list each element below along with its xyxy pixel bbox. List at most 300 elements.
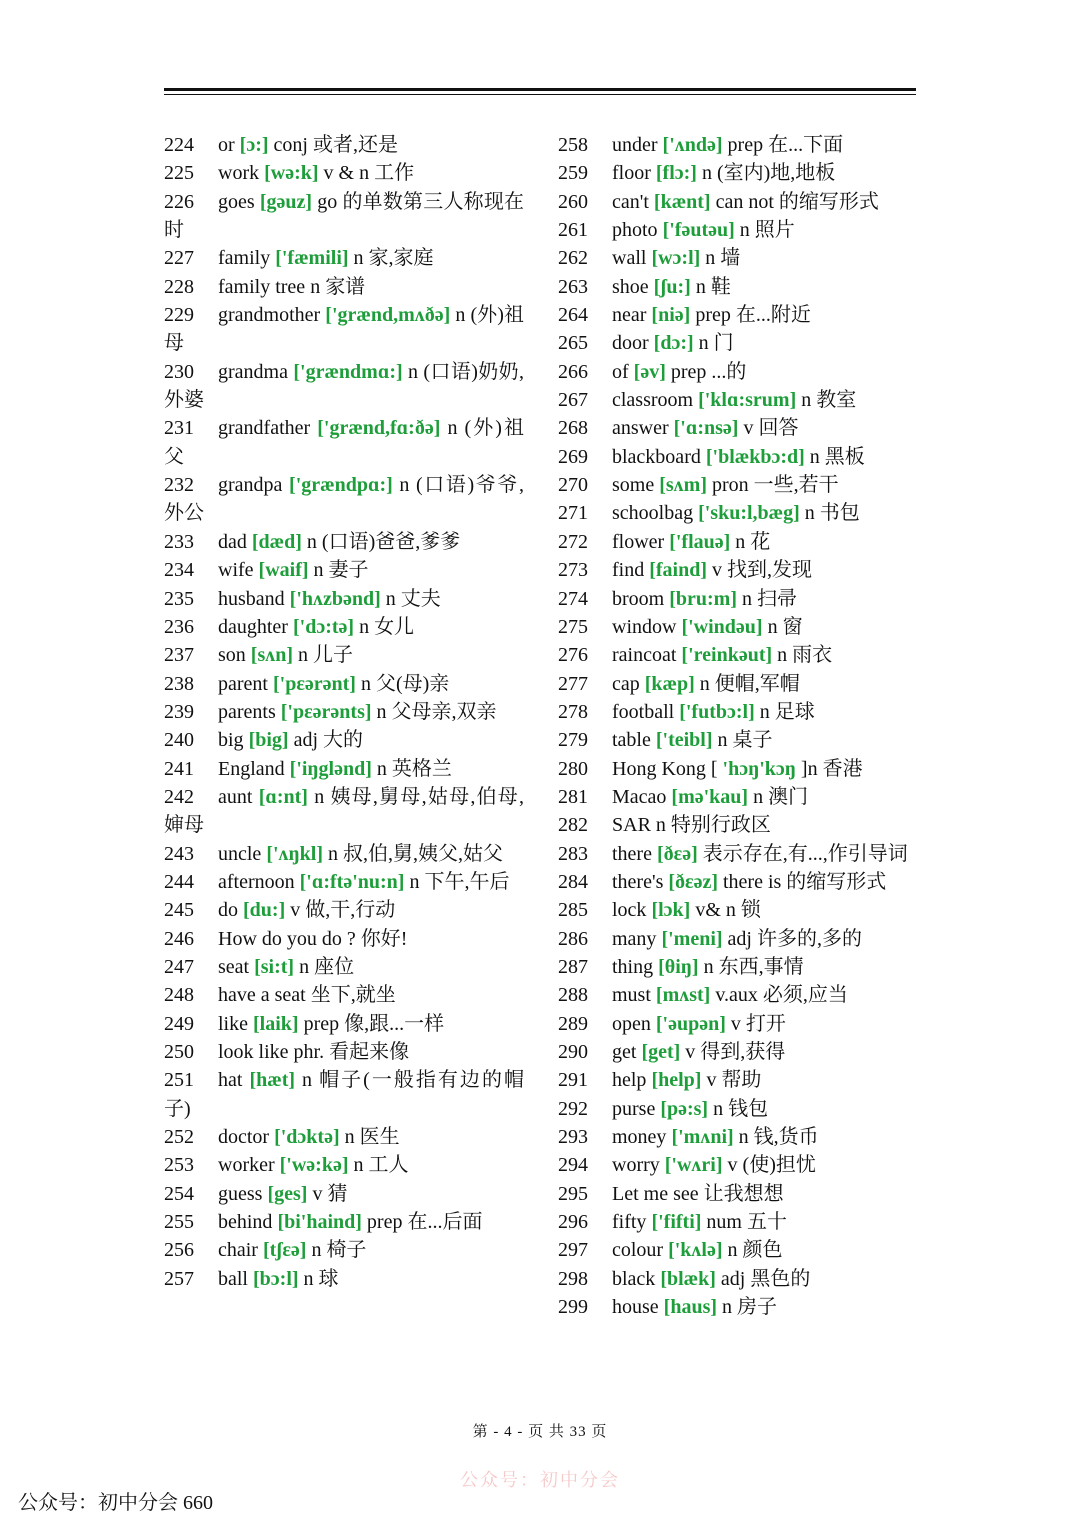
- entry-word: do: [218, 899, 238, 922]
- entry-definition: n 足球: [759, 700, 815, 723]
- entry-phonetic: ['mʌni]: [671, 1126, 734, 1149]
- entry-phonetic: [ɔ:]: [239, 134, 269, 156]
- vocab-entry: [558, 528, 918, 556]
- entry-phonetic: [əv]: [633, 360, 666, 383]
- entry-word: window: [612, 615, 677, 638]
- entry-number: 246: [164, 927, 194, 950]
- entry-word: SAR: [612, 814, 651, 837]
- watermark: 公众号：初中分会: [460, 1470, 620, 1490]
- vocab-entry: [558, 414, 918, 442]
- entry-phonetic: ['kʌlə]: [668, 1239, 723, 1262]
- entry-word: colour: [612, 1239, 664, 1262]
- vocab-entry: [558, 471, 918, 499]
- entry-number: 261: [558, 219, 588, 242]
- vocab-entry: [558, 188, 918, 216]
- entry-number: 232: [164, 474, 194, 497]
- entry-phonetic: [ðεə]: [656, 842, 698, 865]
- entry-number: 267: [558, 389, 588, 412]
- entry-phonetic: 'hɔŋ'kɔŋ: [722, 757, 796, 780]
- entry-word: black: [612, 1267, 656, 1290]
- entry-number: 234: [164, 559, 194, 582]
- entry-word: behind: [218, 1211, 273, 1234]
- entry-word: worker: [218, 1154, 275, 1177]
- entry-word: lock: [612, 899, 647, 922]
- vocab-entry: [558, 755, 918, 783]
- entry-phonetic: [pə:s]: [660, 1097, 709, 1120]
- account-label: 公众号：初中分会 660: [18, 1492, 213, 1514]
- entry-phonetic: [dæd]: [251, 530, 302, 553]
- entry-number: 258: [558, 134, 588, 156]
- vocab-entry: [558, 1265, 918, 1293]
- entry-definition: n 女儿: [359, 615, 415, 638]
- entry-definition: n 儿子: [298, 644, 354, 667]
- entry-number: 240: [164, 729, 194, 752]
- entry-number: 251: [164, 1069, 194, 1092]
- entry-phonetic: ['grænd,mʌðə]: [325, 304, 451, 327]
- entry-definition: there is 的缩写形式: [722, 870, 887, 893]
- entry-phonetic: [mə'kau]: [671, 785, 749, 808]
- entry-word: family: [218, 247, 271, 270]
- entry-phonetic: ['klɑ:srum]: [698, 389, 797, 412]
- entry-phonetic: ['dɔktə]: [274, 1126, 340, 1149]
- entry-definition: pron 一些,若干: [711, 474, 839, 497]
- entry-definition: n 英格兰: [376, 757, 452, 780]
- entry-phonetic: [wɔ:l]: [651, 247, 701, 270]
- entry-phonetic: ['blækbɔ:d]: [705, 445, 805, 468]
- entry-number: 292: [558, 1097, 588, 1120]
- entry-definition: adj 黑色的: [720, 1267, 811, 1290]
- vocab-entry: [558, 585, 918, 613]
- entry-word: have a seat: [218, 984, 306, 1007]
- vocab-entry: [164, 896, 524, 924]
- entry-phonetic: [hæt]: [249, 1069, 296, 1092]
- entry-word: thing: [612, 955, 654, 978]
- vocab-entry: [558, 301, 918, 329]
- entry-word: football: [612, 700, 675, 723]
- entry-phonetic: [ðεəz]: [668, 870, 718, 893]
- entry-definition: n 帽子(一般指有边的帽子): [164, 1069, 524, 1120]
- vocab-entry: [164, 585, 524, 613]
- entry-definition: n (外)祖母: [164, 304, 525, 355]
- entry-number: 242: [164, 785, 194, 808]
- entry-definition: go 的单数第三人称现在时: [164, 190, 525, 242]
- entry-phonetic: ['wʌri]: [664, 1154, 723, 1177]
- entry-word: find: [612, 559, 645, 582]
- entry-word: can't: [612, 190, 649, 213]
- entry-number: 226: [164, 190, 194, 213]
- vocab-entry: [558, 726, 918, 754]
- vocab-entry: [164, 1180, 524, 1208]
- entry-number: 260: [558, 190, 588, 213]
- entry-phonetic: [faind]: [649, 559, 708, 582]
- entry-definition: n 鞋: [695, 275, 731, 298]
- entry-phonetic: ['fəutəu]: [662, 219, 735, 242]
- entry-word: How do you do ?: [218, 927, 356, 950]
- entry-definition: v 做,干,行动: [290, 899, 396, 922]
- entry-number: 241: [164, 757, 194, 780]
- entry-number: 278: [558, 700, 588, 723]
- entry-number: 266: [558, 360, 588, 383]
- entry-definition: prep ...的: [670, 360, 747, 383]
- vocab-entry: [164, 159, 524, 187]
- entry-definition: n 座位: [299, 955, 355, 978]
- vocab-entry: [164, 1123, 524, 1151]
- entry-phonetic: ['reinkəut]: [681, 644, 773, 667]
- entry-phonetic: ['pεərənt]: [272, 672, 356, 695]
- entry-word: classroom: [612, 389, 694, 412]
- entry-word: worry: [612, 1154, 660, 1177]
- header-rule-thick: [164, 88, 916, 91]
- entry-phonetic: [lɔk]: [651, 899, 691, 922]
- vocab-entry: [558, 641, 918, 669]
- entry-word: like: [218, 1012, 248, 1035]
- entry-definition: n 雨衣: [777, 644, 833, 667]
- entry-definition: adj 许多的,多的: [727, 927, 862, 950]
- entry-word: floor: [612, 162, 651, 185]
- entry-number: 244: [164, 870, 194, 893]
- entry-definition: n 房子: [722, 1296, 778, 1319]
- entry-word: help: [612, 1069, 647, 1092]
- entry-phonetic: ['grænd,fɑ:ðə]: [317, 417, 441, 440]
- entry-phonetic: ['sku:l,bæg]: [698, 502, 800, 525]
- vocab-entry: [558, 1293, 918, 1321]
- entry-definition: v (使)担忧: [727, 1154, 816, 1177]
- entry-phonetic: ['flauə]: [669, 530, 731, 553]
- vocab-entry: [558, 1151, 918, 1179]
- entry-phonetic: ['fifti]: [651, 1211, 702, 1234]
- vocab-entry: [558, 698, 918, 726]
- entry-number: 294: [558, 1154, 588, 1177]
- vocab-entry: [558, 1236, 918, 1264]
- entry-number: 272: [558, 530, 588, 553]
- entry-word: flower: [612, 530, 665, 553]
- entry-definition: n 钱,货币: [738, 1126, 819, 1149]
- entry-number: 270: [558, 474, 588, 497]
- entry-definition: n 球: [303, 1267, 339, 1290]
- entry-word: purse: [612, 1097, 656, 1120]
- entry-word: table: [612, 729, 651, 752]
- entry-number: 233: [164, 530, 194, 553]
- entry-definition: n 父母亲,双亲: [376, 700, 497, 723]
- entry-number: 247: [164, 955, 194, 978]
- page-footer: 第 - 4 - 页 共 33 页: [472, 1424, 608, 1440]
- entry-definition: n 丈夫: [385, 587, 441, 610]
- entry-word: guess: [218, 1182, 263, 1205]
- entry-definition: n 黑板: [809, 445, 865, 468]
- entry-definition: n 桌子: [717, 729, 773, 752]
- entry-phonetic: [mʌst]: [655, 984, 711, 1007]
- entry-number: 293: [558, 1126, 588, 1149]
- entry-phonetic: [haus]: [663, 1296, 718, 1319]
- entry-word: big: [218, 729, 244, 752]
- entry-definition: n 家,家庭: [353, 247, 434, 270]
- entry-phonetic: [blæk]: [660, 1267, 716, 1290]
- entry-phonetic: ['pεərənts]: [280, 700, 372, 723]
- entry-word: aunt: [218, 785, 253, 808]
- entry-definition: n 家谱: [310, 275, 366, 298]
- entry-word: work: [218, 162, 260, 185]
- entry-definition: n 颜色: [727, 1239, 783, 1262]
- entry-definition: n (口语)爷爷,外公: [164, 474, 525, 525]
- entry-number: 239: [164, 700, 194, 723]
- entry-number: 263: [558, 275, 588, 298]
- entry-phonetic: ['ɑ:nsə]: [673, 417, 739, 440]
- entry-number: 230: [164, 360, 194, 383]
- vocab-entry: [164, 273, 524, 301]
- entry-word: daughter: [218, 615, 288, 638]
- vocab-entry: [558, 670, 918, 698]
- vocab-entry: [558, 1123, 918, 1151]
- vocab-entry: [164, 840, 524, 868]
- entry-word: parent: [218, 672, 268, 695]
- entry-word: look like: [218, 1041, 289, 1063]
- entry-phonetic: [bru:m]: [669, 587, 737, 610]
- entry-number: 276: [558, 644, 588, 667]
- entry-number: 229: [164, 304, 194, 327]
- vocab-entry: [164, 1010, 524, 1038]
- vocab-entry: [164, 1151, 524, 1179]
- entry-phonetic: [niə]: [651, 304, 691, 327]
- entry-definition: v 打开: [730, 1012, 786, 1035]
- vocab-entry: [558, 868, 918, 896]
- vocab-entry: [164, 783, 524, 840]
- entry-word: afternoon: [218, 870, 295, 893]
- entry-definition: n 叔,伯,舅,姨父,姑父: [328, 842, 503, 865]
- entry-definition: v.aux 必须,应当: [715, 984, 848, 1007]
- vocab-entry: [164, 868, 524, 896]
- entry-word: grandfather: [218, 417, 311, 440]
- entry-word: grandmother: [218, 304, 321, 327]
- entry-definition: 你好!: [360, 927, 408, 950]
- vocab-entry: [558, 443, 918, 471]
- entry-word: husband: [218, 587, 285, 610]
- vocab-entry: [558, 1010, 918, 1038]
- entry-phonetic: [tʃεə]: [262, 1239, 307, 1262]
- entry-definition: n (外)祖父: [164, 417, 524, 468]
- vocab-entry: [558, 811, 918, 839]
- entry-number: 291: [558, 1069, 588, 1092]
- entry-definition: n 门: [698, 332, 734, 355]
- entry-word: cap: [612, 672, 640, 695]
- vocab-entry: [558, 1208, 918, 1236]
- entry-phonetic: [gəuz]: [259, 190, 313, 213]
- entry-number: 245: [164, 899, 194, 922]
- vocab-entry: [558, 925, 918, 953]
- entry-definition: n 下午,午后: [409, 870, 510, 893]
- vocab-entry: [558, 840, 918, 868]
- entry-definition: prep 在...下面: [727, 134, 844, 156]
- vocab-entry: [164, 1066, 524, 1123]
- entry-number: 227: [164, 247, 194, 270]
- entry-word: dad: [218, 530, 247, 553]
- entry-word: get: [612, 1041, 637, 1063]
- entry-number: 289: [558, 1012, 588, 1035]
- entry-number: 254: [164, 1182, 194, 1205]
- entry-definition: n 墙: [705, 247, 741, 270]
- vocab-entry: [164, 1038, 524, 1066]
- entry-phonetic: [kæp]: [644, 672, 695, 695]
- entry-number: 228: [164, 275, 194, 298]
- entry-definition: n 书包: [804, 502, 860, 525]
- entry-number: 298: [558, 1267, 588, 1290]
- entry-phonetic: [waif]: [258, 559, 309, 582]
- entry-number: 275: [558, 615, 588, 638]
- entry-number: 273: [558, 559, 588, 582]
- entry-phonetic: [si:t]: [254, 955, 295, 978]
- entry-number: 255: [164, 1211, 194, 1234]
- entry-number: 283: [558, 842, 588, 865]
- entry-definition: n 教室: [801, 389, 857, 412]
- entry-word: ball: [218, 1267, 248, 1290]
- vocab-entry: [164, 981, 524, 1009]
- entry-word: money: [612, 1126, 667, 1149]
- entry-phonetic: ['windəu]: [681, 615, 763, 638]
- entry-phonetic: ['grændpɑ:]: [289, 474, 393, 497]
- vocab-entry: [164, 244, 524, 272]
- entry-phonetic: ['əupən]: [655, 1012, 726, 1035]
- entry-definition: n (室内)地,地板: [701, 162, 836, 185]
- entry-phonetic: [θiŋ]: [658, 955, 699, 978]
- vocab-entry: [558, 1038, 918, 1066]
- entry-phonetic: ['futbɔ:l]: [679, 700, 755, 723]
- header-rule-thin: [164, 94, 916, 95]
- vocab-entry: [164, 755, 524, 783]
- entry-number: 253: [164, 1154, 194, 1177]
- entry-number: 268: [558, 417, 588, 440]
- entry-number: 236: [164, 615, 194, 638]
- entry-phonetic: [get]: [641, 1041, 681, 1063]
- entry-number: 280: [558, 757, 588, 780]
- entry-definition: n 扫帚: [741, 587, 797, 610]
- vocab-entry: [558, 896, 918, 924]
- entry-number: 262: [558, 247, 588, 270]
- entry-phonetic: ['meni]: [661, 927, 723, 950]
- entry-definition: v 猜: [312, 1182, 348, 1205]
- entry-definition: v 帮助: [706, 1069, 762, 1092]
- vocab-entry: [164, 1208, 524, 1236]
- vocab-entry: [558, 159, 918, 187]
- vocab-entry: [558, 783, 918, 811]
- vocab-entry: [164, 670, 524, 698]
- vocab-entry: [164, 698, 524, 726]
- vocab-entry: [164, 188, 524, 245]
- entry-definition: n 窗: [767, 615, 803, 638]
- entry-word: there's: [612, 870, 664, 893]
- entry-word: grandma: [218, 360, 288, 383]
- vocab-entry: [164, 556, 524, 584]
- entry-definition: prep 在...附近: [695, 304, 811, 327]
- entry-word: broom: [612, 587, 665, 610]
- entry-number: 225: [164, 162, 194, 185]
- entry-number: 279: [558, 729, 588, 752]
- entry-word: goes: [218, 190, 255, 213]
- entry-word: photo: [612, 219, 658, 242]
- entry-phonetic: [flɔ:]: [655, 162, 697, 185]
- entry-word: or: [218, 134, 235, 156]
- entry-phonetic: [ɑ:nt]: [258, 785, 308, 808]
- entry-word: England: [218, 757, 285, 780]
- entry-definition: n 医生: [344, 1126, 400, 1149]
- entry-number: 235: [164, 587, 194, 610]
- entry-definition: n 椅子: [311, 1239, 367, 1262]
- entry-definition: 坐下,就坐: [310, 984, 396, 1007]
- entry-number: 248: [164, 984, 194, 1007]
- entry-definition: n 便帽,军帽: [699, 672, 800, 695]
- entry-number: 285: [558, 899, 588, 922]
- entry-definition: v& n 锁: [695, 899, 761, 922]
- entry-word: shoe: [612, 275, 649, 298]
- entry-word: open: [612, 1012, 651, 1035]
- entry-phonetic: ['iŋglənd]: [289, 757, 372, 780]
- entry-number: 256: [164, 1239, 194, 1262]
- entry-word: hat: [218, 1069, 243, 1092]
- entry-word: parents: [218, 700, 276, 723]
- vocab-entry: [164, 726, 524, 754]
- entry-word: Macao: [612, 785, 667, 808]
- entry-phonetic: ['grændmɑ:]: [293, 360, 403, 383]
- entry-word: wall: [612, 247, 647, 270]
- entry-phonetic: ['fæmili]: [275, 247, 349, 270]
- vocab-entry: [558, 358, 918, 386]
- vocab-column-left: [164, 131, 524, 1293]
- entry-phonetic: [bi'haind]: [277, 1211, 362, 1234]
- entry-word: wife: [218, 559, 254, 582]
- entry-definition: n (口语)奶奶,外婆: [164, 360, 525, 412]
- entry-phonetic: [help]: [651, 1069, 702, 1092]
- entry-number: 284: [558, 870, 588, 893]
- entry-phonetic: ['wə:kə]: [279, 1154, 349, 1177]
- entry-definition: n 姨母,舅母,姑母,伯母,婶母: [164, 785, 525, 837]
- entry-word: uncle: [218, 842, 262, 865]
- entry-number: 281: [558, 785, 588, 808]
- vocab-entry: [558, 273, 918, 301]
- entry-phonetic: ['ɑ:ftə'nu:n]: [299, 870, 405, 893]
- vocab-entry: [164, 528, 524, 556]
- entry-phonetic: [laik]: [253, 1012, 299, 1035]
- entry-number: 252: [164, 1126, 194, 1149]
- entry-definition: n (口语)爸爸,爹爹: [306, 530, 461, 553]
- entry-number: 249: [164, 1012, 194, 1035]
- entry-word: many: [612, 927, 657, 950]
- vocab-entry: [558, 981, 918, 1009]
- entry-phonetic: [big]: [248, 729, 289, 752]
- entry-word: Hong Kong [: [612, 757, 718, 780]
- entry-word: grandpa: [218, 474, 283, 497]
- entry-word: house: [612, 1296, 659, 1319]
- entry-definition: n 钱包: [713, 1097, 769, 1120]
- vocab-entry: [164, 414, 524, 471]
- entry-phonetic: [sʌm]: [659, 474, 707, 497]
- entry-definition: conj 或者,还是: [273, 134, 398, 156]
- entry-number: 277: [558, 672, 588, 695]
- entry-number: 243: [164, 842, 194, 865]
- vocab-entry: [558, 1180, 918, 1208]
- entry-definition: n 妻子: [313, 559, 369, 582]
- entry-number: 271: [558, 502, 588, 525]
- entry-phonetic: [wə:k]: [264, 162, 319, 185]
- vocab-entry: [558, 556, 918, 584]
- entry-number: 287: [558, 955, 588, 978]
- entry-definition: n 花: [735, 530, 771, 553]
- entry-number: 296: [558, 1211, 588, 1234]
- entry-word: must: [612, 984, 651, 1007]
- entry-number: 295: [558, 1182, 588, 1205]
- entry-number: 238: [164, 672, 194, 695]
- entry-word: raincoat: [612, 644, 677, 667]
- entry-definition: num 五十: [706, 1211, 787, 1234]
- entry-number: 299: [558, 1296, 588, 1319]
- entry-phonetic: ['ʌŋkl]: [266, 842, 323, 865]
